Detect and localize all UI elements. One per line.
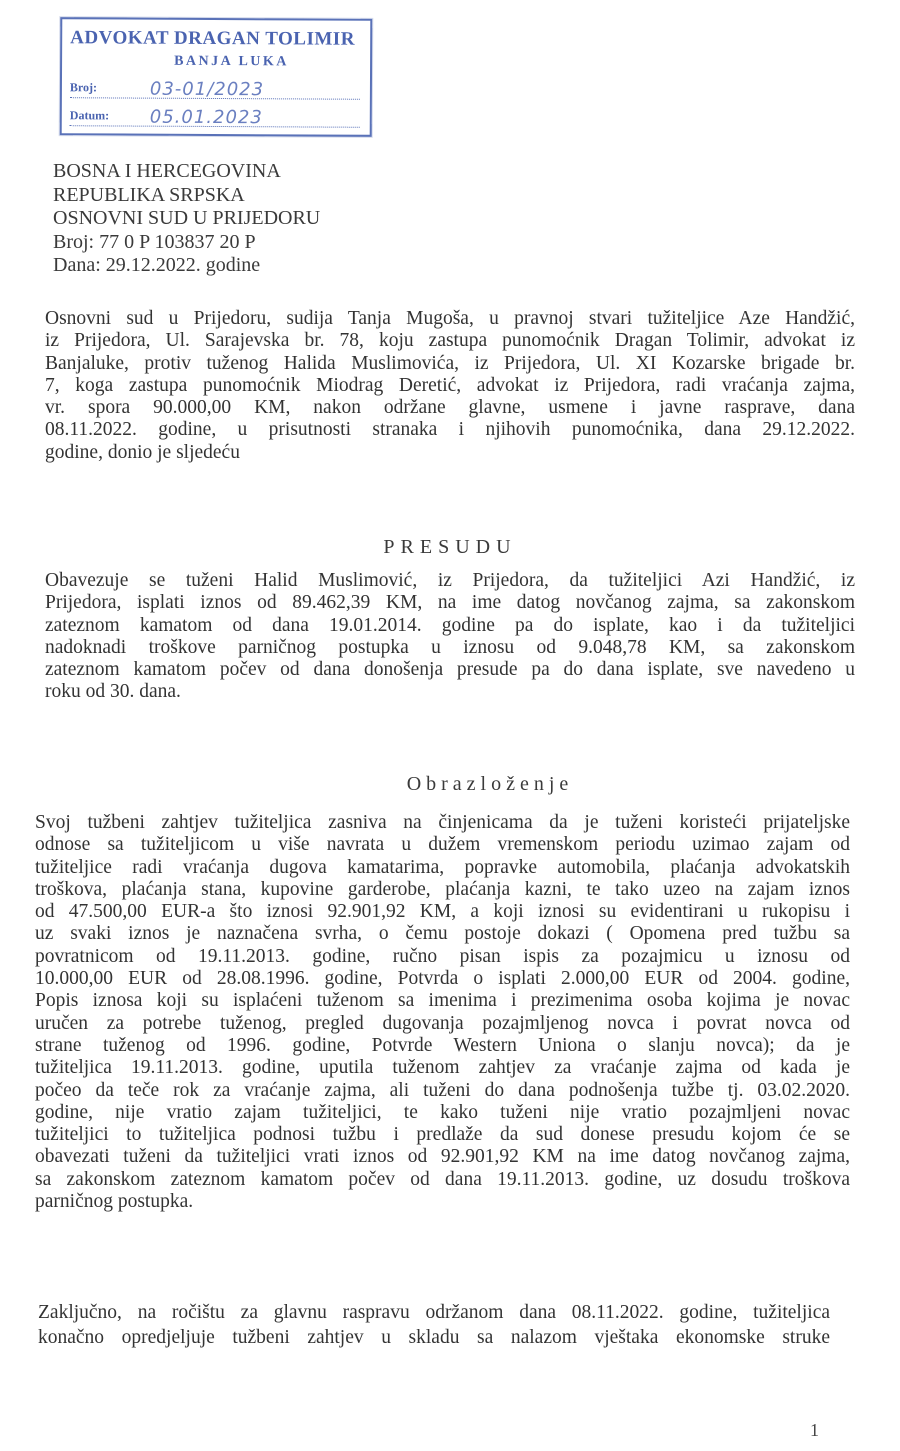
- text-line: Zaključno, na ročištu za glavnu raspravu održanom dana 08.11.2022. godine, tužiteljica: [38, 1302, 830, 1323]
- text-line: tužiteljici to tužiteljica podnosi tužbu i predlaže da sud donese presudu kojom će se: [35, 1124, 850, 1146]
- text-line: parničnog postupka.: [35, 1191, 194, 1213]
- text-line: sa zakonskom zateznom kamatom počev od dana 19.11.2013. godine, uz dosudu troškova: [35, 1168, 850, 1190]
- text-line: Prijedora, isplati iznos od 89.462,39 KM, na ime datog novčanog zajma, sa zakonskom: [45, 592, 855, 614]
- text-line: zateznom kamatom počev od dana donošenja presude pa do dana isplate, sve navedeno u: [45, 659, 855, 681]
- reasoning-paragraph: [35, 812, 850, 1213]
- text-line: od 47.500,00 EUR-a što iznosi 92.901,92 KM, a koji iznosi su evidentirani u rukopisu i: [35, 901, 850, 923]
- text-line: tužiteljica 19.11.2013. godine, uputila tuženom zahtjev za vraćanje zajma od kada je: [35, 1057, 850, 1079]
- stamp-number-row: [70, 75, 360, 100]
- text-line: uručen za potrebe tuženog, pregled dugovanja pozajmljenog novca i povrat novca od: [35, 1012, 850, 1034]
- text-line: Banjaluke, protiv tuženog Halida Muslimovića, iz Prijedora, Ul. XI Kozarske brigade br.: [45, 352, 855, 374]
- header-case-number: Broj: 77 0 P 103837 20 P: [53, 230, 256, 253]
- text-line: zateznom kamatom od dana 19.01.2014. godine pa do isplate, kao i da tužiteljici: [45, 614, 855, 636]
- header-court: OSNOVNI SUD U PRIJEDORU: [53, 207, 321, 229]
- text-line: počeo da teče rok za vraćanje zajma, ali tuženi do dana podnošenja tužbe tj. 03.02.2020.: [35, 1079, 850, 1101]
- intro-paragraph: [45, 308, 855, 464]
- text-line: 7, koga zastupa punomoćnik Miodrag Deretić, advokat iz Prijedora, radi vraćanja zajma,: [45, 374, 855, 396]
- stamp-number-value: 03-01/2023: [149, 78, 265, 101]
- page-number: 1: [810, 1420, 819, 1440]
- text-line: godine, nije vratio zajam tužiteljici, te kako tuženi nije vratio pozajmljeni novac: [35, 1101, 850, 1123]
- text-line: povratnicom od 19.11.2013. godine, ručno pisan ispis za pozajmicu u iznosu od: [35, 945, 850, 967]
- lawyer-stamp: [60, 17, 373, 137]
- stamp-date-row: [70, 103, 360, 128]
- text-line: vr. spora 90.000,00 KM, nakon održane glavne, usmene i javne rasprave, dana: [45, 397, 855, 419]
- reasoning-heading: Obrazloženje: [406, 773, 574, 795]
- text-line: odnose sa tužiteljicom u više navrata u dužem vremenskom periodu uzimao zajam od: [35, 834, 850, 856]
- stamp-date-label: Datum:: [69, 108, 110, 123]
- text-line: konačno opredjeljuje tužbeni zahtjev u skladu sa nalazom vještaka ekonomske struke: [38, 1327, 830, 1348]
- header-country: BOSNA I HERCEGOVINA: [53, 160, 281, 182]
- court-header: [53, 160, 320, 278]
- text-line: iz Prijedora, Ul. Sarajevska br. 78, koju zastupa punomoćnik Dragan Tolimir, advokat iz: [45, 330, 855, 352]
- text-line: 08.11.2022. godine, u prisutnosti stranaka i njihovih punomoćnika, dana 29.12.2022.: [45, 419, 855, 441]
- verdict-heading: PRESUDU: [383, 536, 517, 558]
- stamp-date-value: 05.01.2023: [149, 106, 263, 129]
- text-line: uz svaki iznos je naznačena svrha, o čemu postoje dokazi ( Opomena pred tužbu sa: [35, 923, 850, 945]
- text-line: godine, donio je sljedeću: [45, 441, 240, 463]
- text-line: roku od 30. dana.: [45, 681, 181, 703]
- stamp-title: ADVOKAT DRAGAN TOLIMIR: [70, 27, 356, 50]
- text-line: tužiteljice radi vraćanja dugova kamatarima, popravke automobila, plaćanja advokatskih: [35, 856, 850, 878]
- stamp-number-label: Broj:: [69, 80, 98, 95]
- text-line: troškova, plaćanja stana, kupovine garderobe, plaćanja kazni, te tako uzeo na zajam iznos: [35, 878, 850, 900]
- header-entity: REPUBLIKA SRPSKA: [53, 183, 245, 206]
- conclusion-paragraph: [38, 1300, 830, 1350]
- text-line: strane tuženog od 1996. godine, Potvrde Western Uniona o slanju novca); da je: [35, 1034, 850, 1056]
- text-line: Popis iznosa koji su isplaćeni tuženom sa imenima i prezimenima osoba kojima je novac: [35, 990, 850, 1012]
- text-line: nadoknadi troškove parničnog postupka u iznosu od 9.048,78 KM, sa zakonskom: [45, 636, 855, 658]
- text-line: Svoj tužbeni zahtjev tužiteljica zasniva na činjenicama da je tuženi koristeći prijateljske: [35, 812, 850, 833]
- text-line: Osnovni sud u Prijedoru, sudija Tanja Mugoša, u pravnoj stvari tužiteljice Aze Handžić,: [45, 308, 855, 329]
- text-line: obavezati tuženi da tužiteljici vrati iznos od 92.901,92 KM na ime datog novčanog zajma,: [35, 1146, 850, 1168]
- text-line: Obavezuje se tuženi Halid Muslimović, iz Prijedora, da tužiteljici Azi Handžić, iz: [45, 570, 855, 591]
- stamp-city: BANJA LUKA: [174, 53, 289, 70]
- verdict-paragraph: [45, 570, 855, 704]
- text-line: 10.000,00 EUR od 28.08.1996. godine, Potvrda o isplati 2.000,00 EUR od 2004. godine,: [35, 968, 850, 990]
- header-date: Dana: 29.12.2022. godine: [53, 254, 261, 276]
